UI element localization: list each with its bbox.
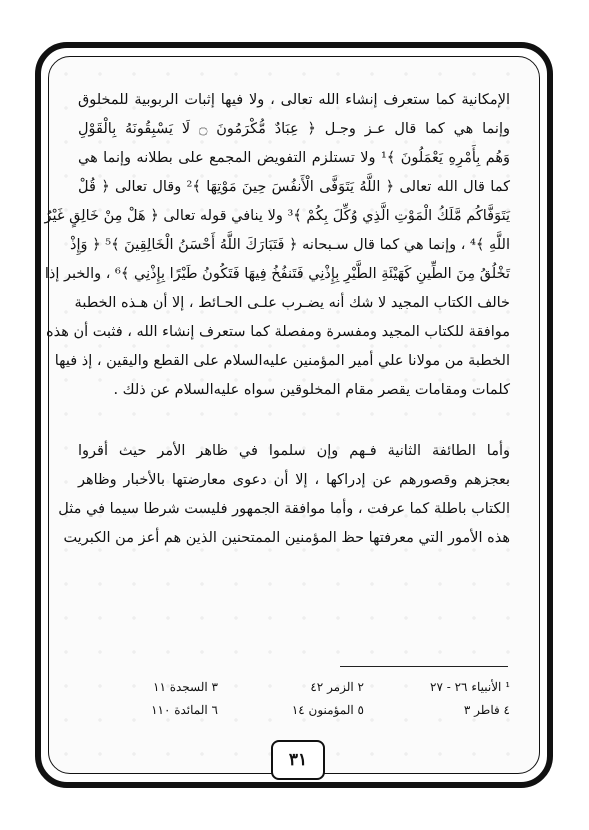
footnotes	[78, 676, 510, 722]
text-line: كلمات ومقامات يقصر مقام المخلوقين سواه عليه‌السلام عن ذلك .	[113, 382, 510, 398]
text-line: الكتاب باطلة كما عرفت ، وأما موافقة الجمهور فليست شرطا سيما في مثل	[58, 501, 510, 517]
text-line: خالف الكتاب المجيد لا شك أنه يضـرب علـى الحـائط ، إلا أن هـذه الخطبة	[74, 295, 510, 311]
text-line: تَخْلُقُ مِنَ الطِّينِ كَهَيْئَةِ الطَّيْرِ بِإِذْنِي فَتَنفُخُ فِيهَا فَتَكُونُ طَيْرًا بِإِذْنِي ﴾⁶ ، والخبر إذا	[44, 266, 510, 282]
main-text	[44, 86, 511, 553]
text-line: كما قال الله تعالى ﴿ اللَّهُ يَتَوَفَّى الْأَنفُسَ حِينَ مَوْتِهَا ﴾² وقال تعالى ﴿ قُلْ	[78, 179, 511, 195]
text-line: الخطبة من مولانا علي أمير المؤمنين عليه‌السلام على القطع واليقين ، إذ فيها	[54, 353, 510, 369]
text-line: وأما الطائفة الثانية فـهم وإن سلموا في ظاهر الأمر حيث أقروا	[78, 443, 510, 459]
text-line: بعجزهم وقصورهم عن إدراكها ، إلا أن دعوى معارضتها بالأخبار وظاهر	[78, 472, 510, 488]
footnote: ٥ المؤمنون ١٤	[291, 703, 364, 717]
text-line: وَهُم بِأَمْرِهِ يَعْمَلُونَ ﴾¹ ولا تستلزم التفويض المجمع على بطلانه وإنما هي	[78, 150, 510, 166]
text-line: موافقة للكتاب المجيد ومفسرة ومفصلة كما ستعرف إنشاء الله ، فثبت أن هذه	[45, 324, 510, 340]
footnote-divider	[340, 666, 508, 667]
footnote: ¹ الأنبياء ٢٦ - ٢٧	[430, 680, 510, 694]
footnote-row	[78, 676, 510, 699]
text-line: يَتَوَفَّاكُم مَّلَكُ الْمَوْتِ الَّذِي وُكِّلَ بِكُمْ ﴾³ ولا ينافي قوله تعالى ﴿ هَلْ مِنْ خَالِقٍ غَيْرُ	[44, 208, 510, 224]
footnote-row	[78, 699, 510, 722]
footnote: ٣ السجدة ١١	[153, 680, 218, 694]
paragraph-gap	[78, 405, 510, 437]
footnote: ٢ الزمر ٤٢	[310, 680, 364, 694]
text-line: وإنما هي كما قال عـز وجـل ﴿ عِبَادٌ مُّكْرَمُونَ ۝ لَا يَسْبِقُونَهُ بِالْقَوْلِ	[78, 121, 510, 137]
page-number: ٣١	[271, 740, 325, 780]
text-line: الإمكانية كما ستعرف إنشاء الله تعالى ، ولا فيها إثبات الربوبية للمخلوق	[78, 92, 510, 108]
footnote: ٤ فاطر ٣	[463, 703, 510, 717]
footnote: ٦ المائدة ١١٠	[151, 703, 218, 717]
text-line: هذه الأمور التي معرفتها حظ المؤمنين الممتحنين الذين هم أعز من الكبريت	[63, 530, 510, 546]
text-line: اللَّهِ ﴾⁴ ، وإنما هي كما قال سـبحانه ﴿ فَتَبَارَكَ اللَّهُ أَحْسَنُ الْخَالِقِينَ ﴾⁵ ﴿ وَإِذْ	[70, 237, 510, 253]
